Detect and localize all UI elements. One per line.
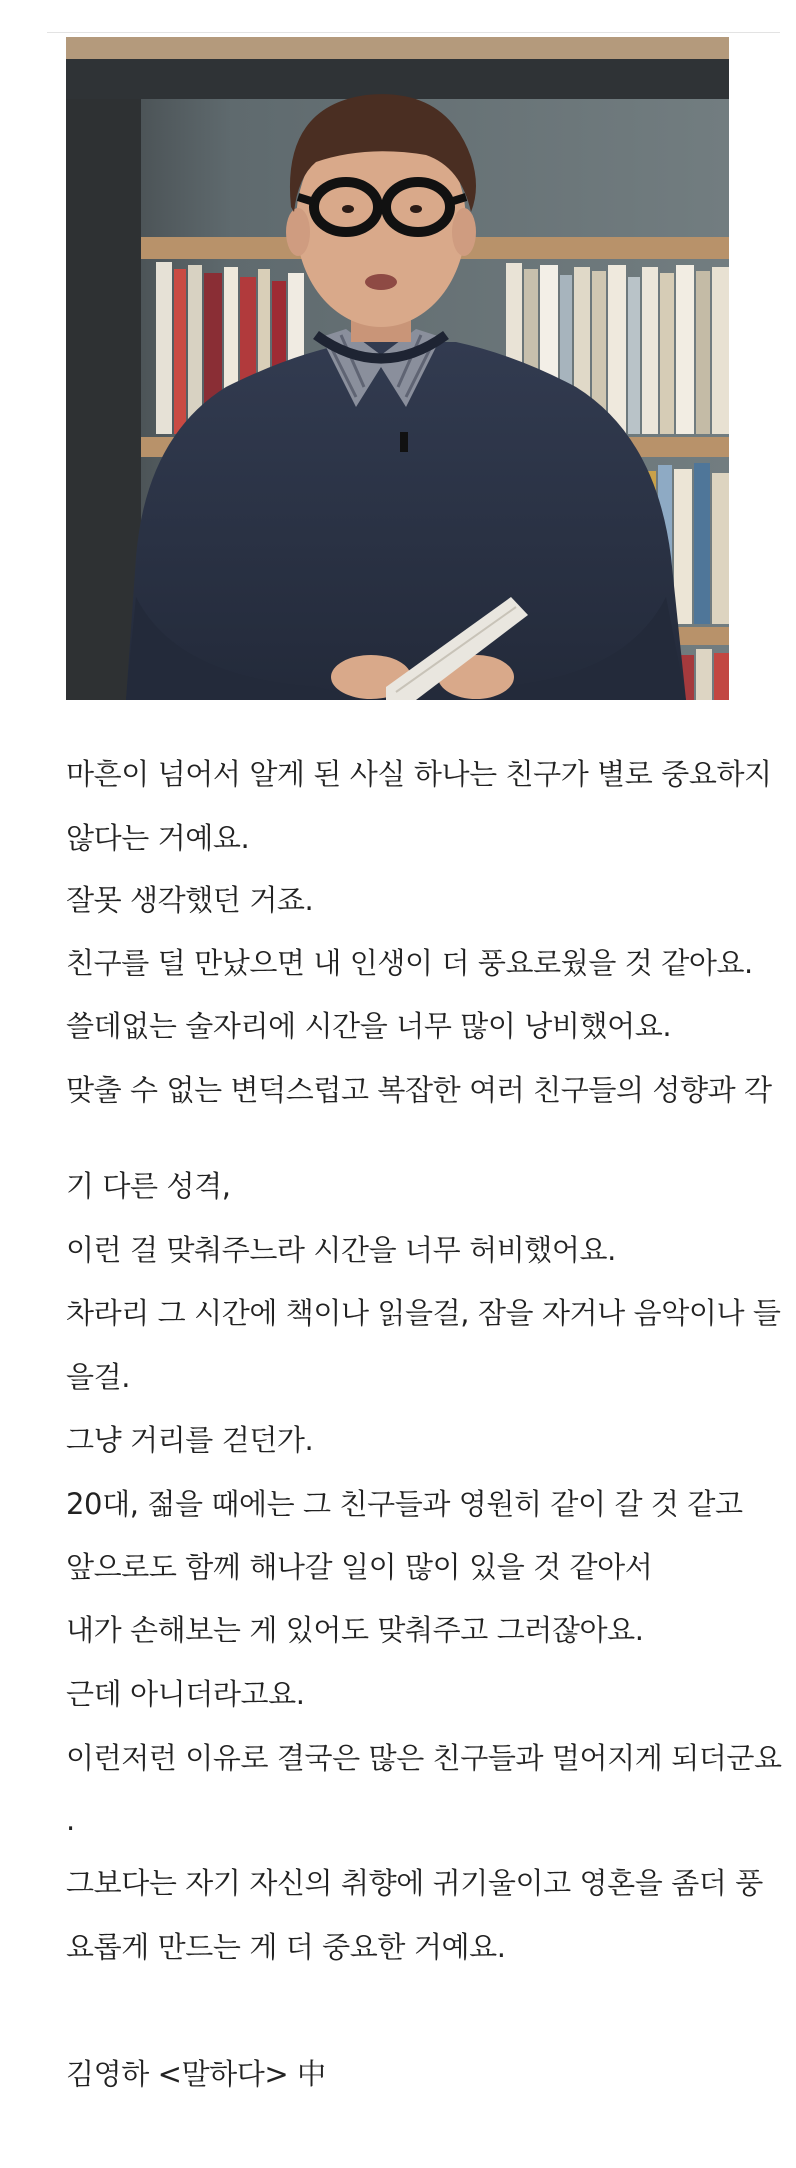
paragraph-line: 을걸. [66,1360,131,1394]
paragraph-line: 차라리 그 시간에 책이나 읽을걸, 잠을 자거나 음악이나 들 [66,1296,781,1330]
paragraph-line: 쓸데없는 술자리에 시간을 너무 많이 낭비했어요. [66,1009,672,1043]
paragraph-line: 친구를 덜 만났으면 내 인생이 더 풍요로웠을 것 같아요. [66,946,753,980]
article-photo [66,37,729,700]
paragraph-line: 20대, 젊을 때에는 그 친구들과 영원히 같이 갈 것 같고 [66,1487,743,1521]
paragraph-line: 마흔이 넘어서 알게 된 사실 하나는 친구가 별로 중요하지 [66,757,772,791]
paragraph-line: 이런 걸 맞춰주느라 시간을 너무 허비했어요. [66,1233,616,1267]
paragraph-line: 요롭게 만드는 게 더 중요한 거예요. [66,1930,506,1964]
paragraph-line: . [66,1803,75,1837]
paragraph-line: 그보다는 자기 자신의 취향에 귀기울이고 영혼을 좀더 풍 [66,1866,763,1900]
paragraph-line: 그냥 거리를 걷던가. [66,1423,314,1457]
paragraph-line: 않다는 거예요. [66,821,250,855]
paragraph-line: 이런저런 이유로 결국은 많은 친구들과 멀어지게 되더군요 [66,1741,782,1775]
paragraph-line: 맞출 수 없는 변덕스럽고 복잡한 여러 친구들의 성향과 각 [66,1073,772,1107]
paragraph-line: 근데 아니더라고요. [66,1677,305,1711]
top-divider [47,32,780,33]
paragraph-line: 내가 손해보는 게 있어도 맞춰주고 그러잖아요. [66,1613,644,1647]
paragraph-line: 잘못 생각했던 거죠. [66,883,314,917]
paragraph-line: 기 다른 성격, [66,1169,231,1203]
source-attribution: 김영하 <말하다> 中 [66,2057,326,2091]
paragraph-line: 앞으로도 함께 해나갈 일이 많이 있을 것 같아서 [66,1550,653,1584]
